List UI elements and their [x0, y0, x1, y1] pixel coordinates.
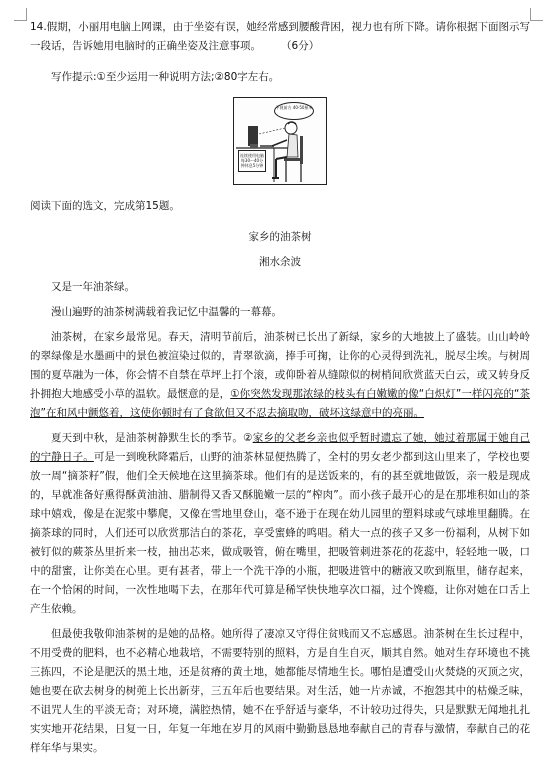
reading-intro: 阅读下面的选文，完成第15题。	[30, 200, 180, 212]
paragraph-4-text: 可是一到晚秋降霜后，山野的油茶林显便热腾了，全村的男女老少都到这山里来了，学校也要放一周“摘茶籽”假，他们全天候地在这里摘茶球。他们有的是送饭来的，有的甚至就地做饭，亲一般是现成的，早就准备好熏得酥黄油油、腊制得又香又酥脆嫩一层的“榨肉”。而小孩子最开心的是在那堆积如山的茶球中嬉戏，像是在泥浆中攀爬，又像在雪地里登山，毫不逊于在现在幼儿园里的塑料球或气球堆里翻腾。在摘茶球的同时，人们还可以欣赏那洁白的茶花，享受蜜蜂的鸣唱。稍大一点的孩子又多一份福利，从树下如被钉似的蕨茶丛里折来一枝，抽出芯来，做成吸管，俯在嘴里，把吸管刺进茶花的花蕊中，轻轻地一吸，口中的甜蜜，让你美在心里。更有甚者，带上一个洗干净的小瓶，把吸进管中的糖液又吹到瓶里，储存起来，在一个恰闲的时间，一次性地喝下去，在那年代可算是稀罕快快地享次口福，过个馋瘾，让你对她在口舌上产生依赖。	[30, 451, 531, 615]
eye-level-note: 平视前方 40-50厘米	[274, 102, 314, 120]
paragraph-3-text: 油茶树，在家乡最常见。春天，清明节前后，油茶树已长出了新绿，家乡的大地披上了盛装。山山岭岭的翠绿像是水墨画中的景色被渲染过似的，青翠欲滴，捧手可掬，让你的心灵得到洗礼，脱尽尘埃。与树周围的夏草融为一体，你会情不自禁在草坪上打个滚，或仰卧着从缝隙似的树梢间欣赏蓝天白云，或又转身反扑拥抱大地感受小草的温软。最惬意的是，	[30, 331, 530, 400]
article-paragraph-2: 漫山遍野的油茶树满载着我记忆中温馨的一幕幕。	[51, 306, 282, 318]
page-corner-mark-left	[14, 8, 27, 21]
underlined-sentence-1: ①你突然发现那浓绿的枝头有白嫩嫩的像“白炽灯”一样闪亮的“茶泡”在和风中颤悠着，这使你顿时有了食欲但又不忍去摘取吻，破坏这绿意中的亮丽。	[30, 388, 531, 419]
article-paragraph-4	[30, 429, 530, 619]
article-paragraph-3	[30, 328, 530, 423]
writing-hint: 写作提示:①至少运用一种说明方法;②80字左右。	[51, 71, 280, 83]
task-14-score: （6分）	[281, 40, 320, 52]
document-page	[30, 18, 530, 758]
rest-reminder-sign: 连续使用电脑每30～40分钟休息5分钟	[238, 150, 266, 172]
article-author: 湘水余波	[259, 256, 301, 268]
task-14-text: 14.假期，小丽用电脑上网课，由于坐姿有误，她经常感到腰酸背困，视力也有所下降。请你根据下面图示写一段话，告诉她用电脑时的正确坐姿及注意事项。	[30, 21, 530, 52]
page-corner-mark-right	[530, 8, 543, 21]
article-paragraph-5: 但最使我敬仰油茶树的是她的品格。她所得了凄凉又守得住贫贱而又不忘感恩。油茶树在生长过程中，不用受费的肥料，也不必精心地栽培，不需要特别的照料，方是自生自灭，顺其自然。她对生存环境也不挑三拣四，不论是肥沃的黑土地，还是贫瘠的黄土地，她都能尽情地生长。哪怕是遭受山火焚烧的灭顶之灾，她也要在砍去树身的树蔸上长出新芽，三五年后也要结果。对生活，她一片赤诚，不抱怨其中的枯燥乏味，不诅咒人生的平淡无奇；对环境，满腔热情，她不在乎舒适与豪华，不计较功过得失，只是默默无闻地扎扎实实地开花结果，日复一日，年复一年地在岁月的风雨中勤勤恳恳地奉献自己的青春与激情，奉献自己的花样年华与果实。	[30, 628, 530, 754]
task-14-prompt	[30, 18, 530, 56]
paragraph-4-lead: 夏天到中秋，是油茶树静默生长的季节。②	[51, 432, 253, 444]
posture-illustration	[233, 97, 327, 185]
article-title: 家乡的油茶树	[248, 231, 312, 243]
article-paragraph-1: 又是一年油茶绿。	[51, 281, 135, 293]
underlined-sentence-2: 家乡的父老乡亲也似乎暂时遗忘了她，她过着那属于她自己的宁静日子。	[30, 432, 530, 463]
